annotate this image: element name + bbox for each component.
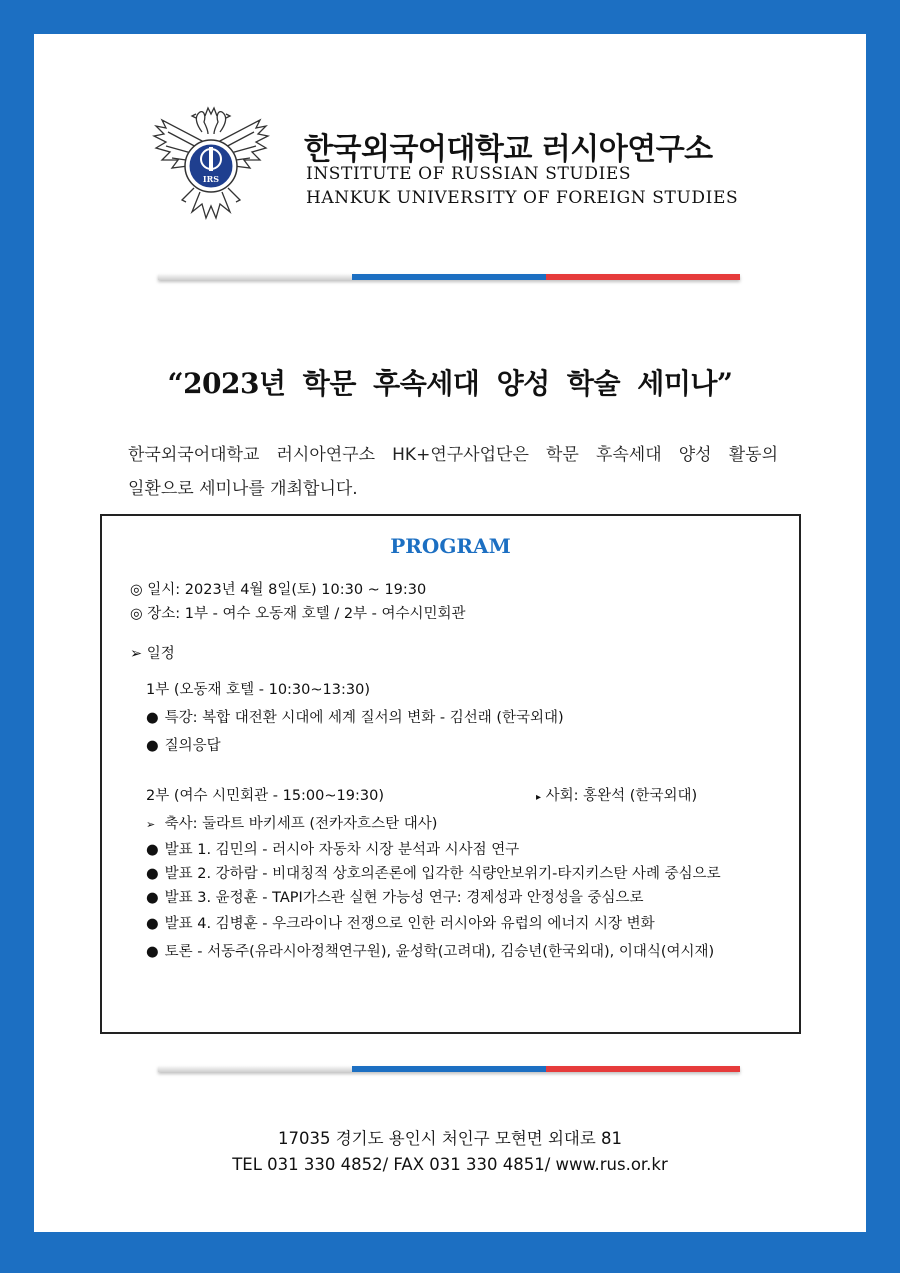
footer-address: 17035 경기도 용인시 처인구 모현면 외대로 81 [277,1129,623,1148]
intro-paragraph [128,438,778,506]
intro-line-1: 한국외국어대학교 러시아연구소 HK+연구사업단은 학문 후속세대 양성 활동의 [128,445,778,465]
footer-contact: TEL 031 330 4852/ FAX 031 330 4851/ www.rus.or.kr [232,1155,668,1174]
part2-header: 2부 (여수 시민회관 - 15:00~19:30) [146,788,384,804]
intro-line-2: 일환으로 세미나를 개최합니다. [128,479,358,499]
program-box [100,514,801,1034]
org-name-english-line1: INSTITUTE OF RUSSIAN STUDIES [306,164,632,184]
program-heading: PROGRAM [390,534,511,558]
schedule-heading [130,642,175,663]
congratulatory-speech: ➢ 축사: 둘라트 바키세프 (전카자흐스탄 대사) [146,816,438,832]
tricolor-divider-bottom [158,1066,740,1072]
institute-emblem-icon [152,102,270,222]
arrowhead-bullet-icon: ➢ [146,818,156,831]
list-item: ● 질의응답 [146,738,221,754]
arrowhead-bullet-icon: ➢ [130,646,143,662]
bullet-icon: ● [146,944,159,960]
bullet-icon: ● [146,890,159,906]
poster-page [34,34,866,1232]
bullet-icon: ● [146,916,159,932]
tricolor-divider-top [158,274,740,280]
moderator: ▸ 사회: 홍완석 (한국외대) [536,788,698,804]
schedule-label: 일정 [146,646,175,662]
list-item: ● 발표 4. 김병훈 - 우크라이나 전쟁으로 인한 러시아와 유럽의 에너지 시장 변화 [146,916,655,932]
bullet-icon: ● [146,842,159,858]
bullet-icon: ● [146,710,159,726]
program-venue: ◎ 장소: 1부 - 여수 오동재 호텔 / 2부 - 여수시민회관 [130,606,466,622]
list-item: ● 토론 - 서동주(유라시아정책연구원), 윤성학(고려대), 김승년(한국외대), 이대식(여시재) [146,944,715,960]
triangle-bullet-icon: ▸ [536,792,542,803]
list-item: ● 발표 2. 강하람 - 비대칭적 상호의존론에 입각한 식량안보위기-타지키스탄 사례 중심으로 [146,866,721,882]
bullet-icon: ● [146,866,159,882]
org-name-english-line2: HANKUK UNIVERSITY OF FOREIGN STUDIES [306,188,739,208]
seminar-title: “2023년 학문 후속세대 양성 학술 세미나” [167,367,733,400]
org-name-korean: 한국외국어대학교 러시아연구소 [304,132,713,167]
emblem-text: IRS [202,174,220,184]
part1-header: 1부 (오동재 호텔 - 10:30~13:30) [146,682,370,698]
program-date: ◎ 일시: 2023년 4월 8일(토) 10:30 ~ 19:30 [130,582,427,598]
list-item: ● 특강: 복합 대전환 시대에 세계 질서의 변화 - 김선래 (한국외대) [146,710,564,726]
bullet-icon: ● [146,738,159,754]
list-item: ● 발표 3. 윤정훈 - TAPI가스관 실현 가능성 연구: 경제성과 안정성을 중심으로 [146,890,644,906]
list-item: ● 발표 1. 김민의 - 러시아 자동차 시장 분석과 시사점 연구 [146,842,520,858]
